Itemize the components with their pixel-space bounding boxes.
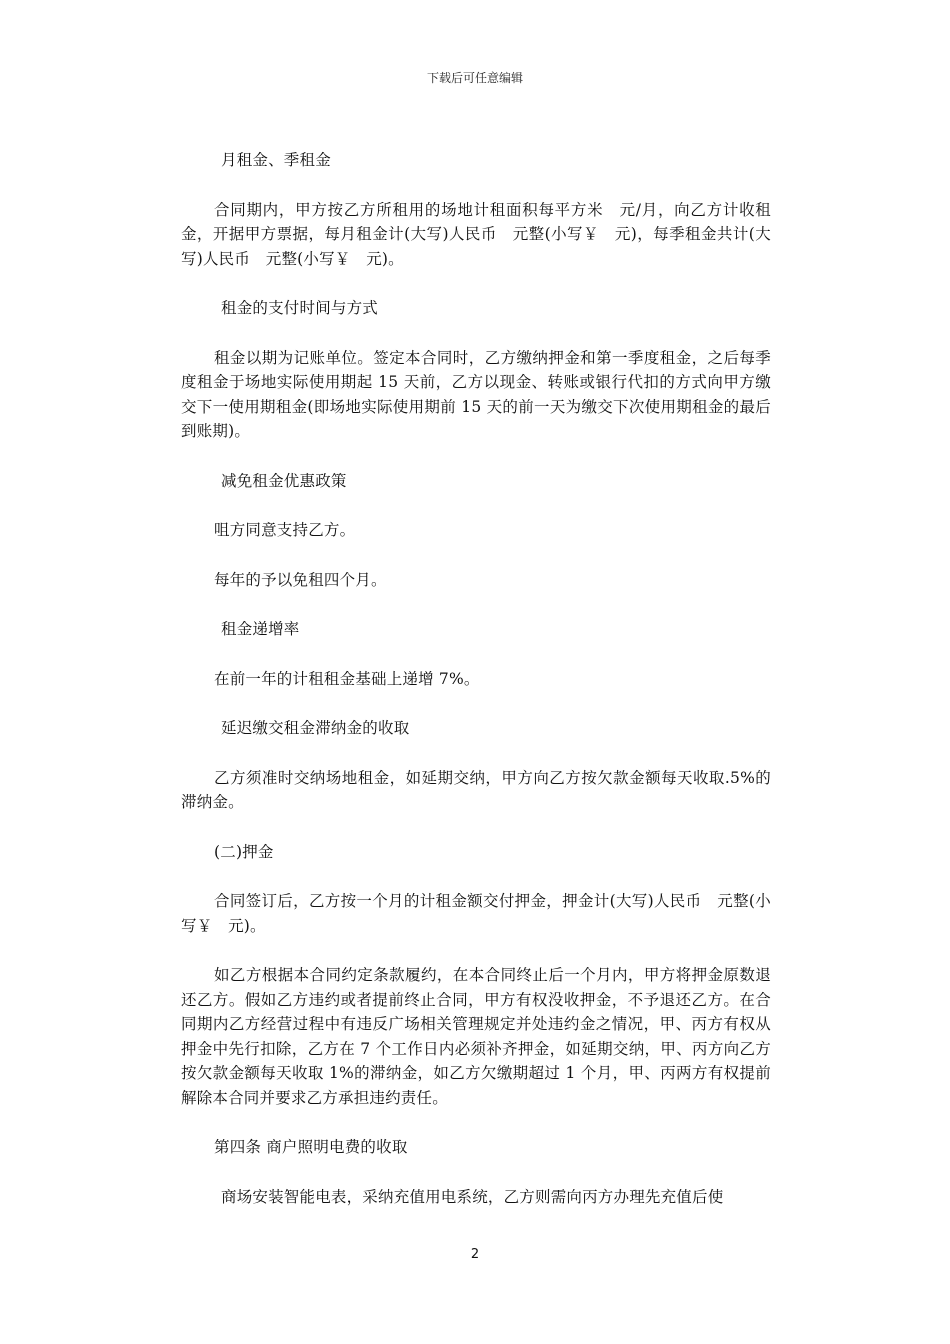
paragraph-smart-meter: 商场安装智能电表，采纳充值用电系统，乙方则需向丙方办理先充值后使: [221, 1187, 724, 1206]
paragraph-late-fee: 乙方须准时交纳场地租金，如延期交纳，甲方向乙方按欠款金额每天收取.5%的滞纳金。: [181, 768, 771, 811]
page-number: 2: [470, 1247, 480, 1262]
paragraph-deposit-refund: 如乙方根据本合同约定条款履约，在本合同终止后一个月内，甲方将押金原数退还乙方。假如乙方违约或者提前终止合同，甲方有权没收押金，不予退还乙方。在合同期内乙方经营过程中有违反广场相关管理规定并处违约金之情况，甲、丙方有权从押金中先行扣除，乙方在 7 个工作日内必须补齐押金，如延期交纳，甲、丙方向乙方按欠款金额每天收取 1%的滞纳金，如乙方欠缴期超过 1 个月，甲、丙两方有权提前解除本合同并要求乙方承担违约责任。: [181, 966, 771, 1107]
section-heading-rent-increase: 租金递增率: [221, 620, 300, 638]
section-heading-payment-method: 租金的支付时间与方式: [221, 299, 379, 317]
paragraph-deposit-amount: 合同签订后，乙方按一个月的计租金额交付押金，押金计(大写)人民币 元整(小写￥ 元)。: [181, 892, 771, 935]
paragraph-rent-free: 每年的予以免租四个月。: [214, 570, 387, 589]
paragraph-support: 咀方同意支持乙方。: [214, 521, 356, 539]
section-heading-article-four: 第四条 商户照明电费的收取: [214, 1138, 408, 1156]
paragraph-increase-rate: 在前一年的计租租金基础上递增 7%。: [214, 669, 480, 688]
section-heading-deposit: (二)押金: [214, 842, 274, 861]
document-body: [181, 148, 771, 1234]
section-heading-late-fee: 延迟缴交租金滞纳金的收取: [221, 719, 410, 737]
section-heading-monthly-rent: 月租金、季租金: [221, 151, 331, 169]
paragraph-rent-amount: 合同期内，甲方按乙方所租用的场地计租面积每平方米 元/月，向乙方计收租金，开据甲方票据，每月租金计(大写)人民币 元整(小写￥ 元)，每季租金共计(大写)人民币 元整(小写￥ 元)。: [181, 200, 771, 268]
header-note: 下载后可任意编辑: [426, 71, 523, 85]
section-heading-rent-reduction: 减免租金优惠政策: [221, 471, 347, 490]
paragraph-payment-terms: 租金以期为记账单位。签定本合同时，乙方缴纳押金和第一季度租金，之后每季度租金于场地实际使用期起 15 天前，乙方以现金、转账或银行代扣的方式向甲方缴交下一使用期租金(即场地实际使用期前 15 天的前一天为缴交下次使用期租金的最后到账期)。: [181, 348, 771, 440]
